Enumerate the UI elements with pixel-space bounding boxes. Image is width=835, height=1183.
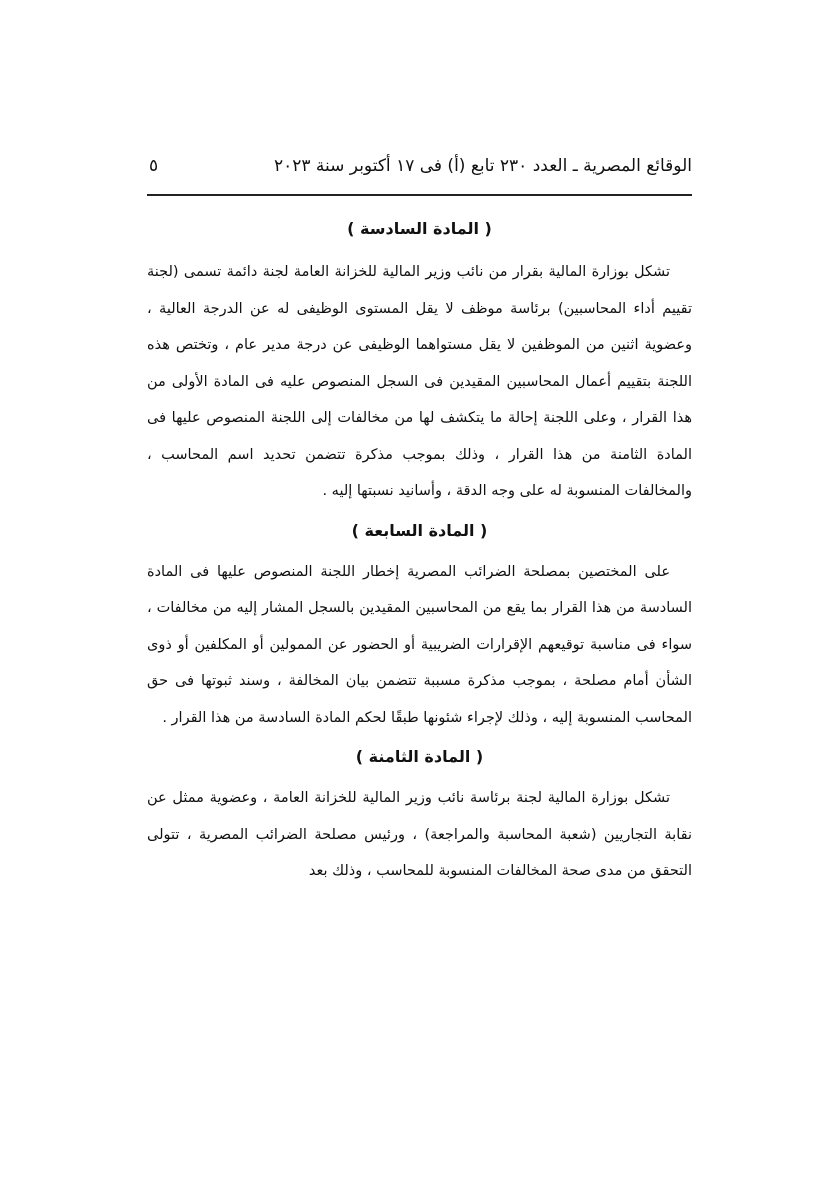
article-seven — [147, 514, 692, 737]
article-paragraph: على المختصين بمصلحة الضرائب المصرية إخطار اللجنة المنصوص عليها فى المادة السادسة من هذا القرار بما يقع من المحاسبين المقيدين بالسجل المشار إليه من مخالفات ، سواء فى مناسبة توقيعهم الإقرارات الضريبية أو الحضور عن الممولين أو المكلفين أو ذوى الشأن أمام مصلحة ، بموجب مذكرة مسببة تتضمن بيان المخالفة ، وسند ثبوتها فى حق المحاسب المنسوبة إليه ، وذلك لإجراء شئونها طبقًا لحكم المادة السادسة من هذا القرار . — [147, 563, 692, 726]
article-eight — [147, 740, 692, 890]
document-body — [147, 212, 692, 904]
article-six — [147, 212, 692, 510]
article-paragraph: تشكل بوزارة المالية لجنة برئاسة نائب وزير المالية للخزانة العامة ، وعضوية ممثل عن نقابة التجاريين (شعبة المحاسبة والمراجعة) ، ورئيس مصلحة الضرائب المصرية ، تتولى التحقق من مدى صحة المخالفات المنسوبة للمحاسب ، وذلك بعد — [147, 790, 692, 879]
running-title: الوقائع المصرية ـ العدد ٢٣٠ تابع (أ) فى ١٧ أكتوبر سنة ٢٠٢٣ — [273, 156, 692, 176]
article-paragraph: تشكل بوزارة المالية بقرار من نائب وزير المالية للخزانة العامة لجنة دائمة تسمى (لجنة تقييم أداء المحاسبين) برئاسة موظف لا يقل المستوى الوظيفى له عن الدرجة العالية ، وعضوية اثنين من الموظفين لا يقل مستواهما الوظيفى عن درجة مدير عام ، وتختص هذه اللجنة بتقييم أعمال المحاسبين المقيدين فى السجل المنصوص عليه فى المادة الأولى من هذا القرار ، وعلى اللجنة إحالة ما يتكشف لها من مخالفات إلى اللجنة المنصوص عليها فى المادة الثامنة من هذا القرار ، وذلك بموجب مذكرة تتضمن تحديد اسم المحاسب ، والمخالفات المنسوبة له على وجه الدقة ، وأسانيد نسبتها إليه . — [147, 264, 692, 499]
header-divider — [147, 194, 692, 196]
page-number: ٥ — [149, 156, 159, 176]
article-heading: ( المادة الثامنة ) — [355, 747, 484, 766]
article-heading: ( المادة السادسة ) — [347, 219, 492, 238]
running-header — [147, 156, 692, 184]
article-heading: ( المادة السابعة ) — [351, 520, 488, 540]
